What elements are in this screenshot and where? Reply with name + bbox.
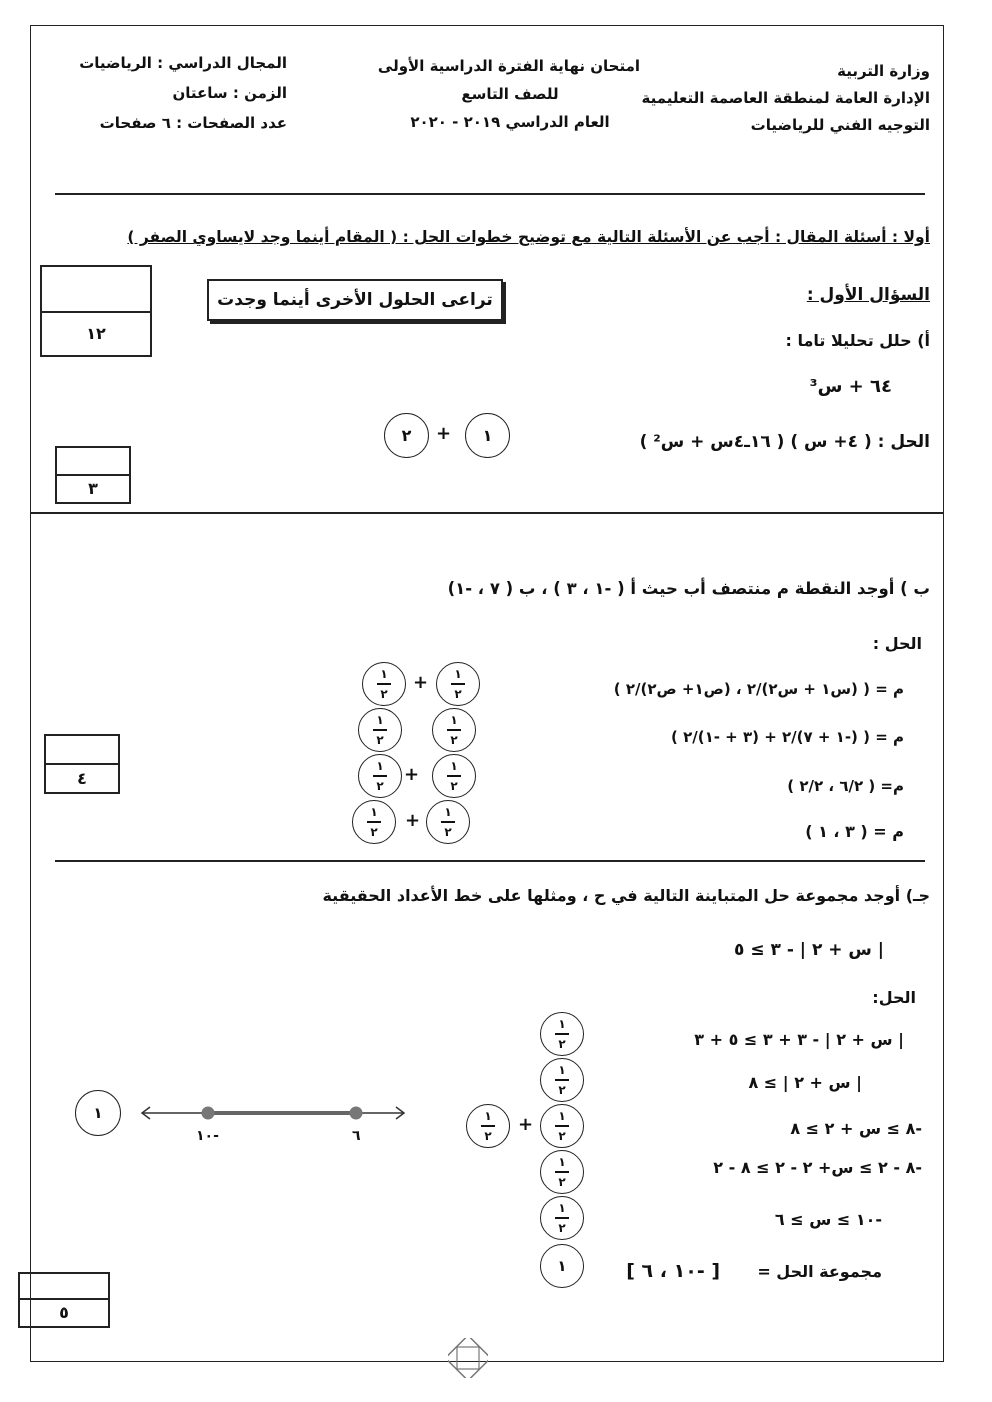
part-a-prompt: أ) حلل تحليلا تاما : [785, 331, 930, 350]
mark-circle: ١ [465, 413, 510, 458]
denominator: ٢ [558, 1082, 566, 1097]
denominator: ٢ [450, 778, 458, 793]
fraction [447, 760, 461, 791]
numerator: ١ [558, 1155, 566, 1170]
header-left [72, 48, 287, 138]
fraction-bar [481, 1125, 495, 1126]
year-label: العام الدراسي ٢٠١٩ - ٢٠٢٠ [410, 113, 610, 131]
ministry-label: وزارة التربية [837, 62, 930, 80]
subject-label: المجال الدراسي : الرياضيات [79, 54, 287, 72]
header-center [377, 52, 640, 136]
header-right [641, 58, 930, 139]
fraction [367, 806, 381, 837]
fraction [447, 714, 461, 745]
fraction-bar [373, 729, 387, 730]
ineq-step-3: -٨ ≥ س + ٢ ≥ ٨ [790, 1119, 922, 1138]
part-c-solution-label: الحل: [872, 988, 916, 1007]
score-blank [42, 267, 150, 313]
half-mark-circle [426, 800, 470, 844]
part-a-score: ٣ [88, 479, 98, 498]
plus-sign: + [518, 1114, 534, 1135]
half-mark-circle [358, 708, 402, 752]
part-c-prompt: جـ) أوجد مجموعة حل المتباينة التالية في ح ، ومثلها على خط الأعداد الحقيقية [322, 886, 930, 905]
half-mark-circle [432, 708, 476, 752]
midpoint-result: م = ( ٣ ، ١ ) [805, 822, 904, 841]
ineq-step-2: | س + ٢ | ≥ ٨ [748, 1073, 862, 1092]
numerator: ١ [558, 1017, 566, 1032]
numerator: ١ [558, 1201, 566, 1216]
denominator: ٢ [380, 686, 388, 701]
fraction [555, 1018, 569, 1049]
alt-solutions-note: تراعى الحلول الأخرى أينما وجدت [207, 279, 503, 321]
denominator: ٢ [444, 824, 452, 839]
fraction-bar [447, 729, 461, 730]
midpoint-step-2: م = ( (-١ + ٧)/٢ + (٣ + -١)/٢ ) [670, 728, 904, 746]
fraction [377, 668, 391, 699]
denominator: ٢ [558, 1220, 566, 1235]
plus-sign: + [404, 764, 420, 785]
part-a-score-box [55, 446, 131, 504]
fraction [555, 1110, 569, 1141]
fraction-bar [377, 683, 391, 684]
score-blank [57, 448, 129, 476]
section-divider [30, 512, 943, 514]
part-c-inequality: | س + ٢ | - ٣ ≥ ٥ [734, 940, 884, 960]
denominator: ٢ [558, 1036, 566, 1051]
fraction [373, 714, 387, 745]
fraction [451, 668, 465, 699]
one-mark-circle: ١ [540, 1244, 584, 1288]
directorate-label: الإدارة العامة لمنطقة العاصمة التعليمية [641, 89, 930, 107]
number-line-mark-circle: ١ [75, 1090, 121, 1136]
half-mark-circle [432, 754, 476, 798]
denominator: ٢ [376, 732, 384, 747]
number-line-label-right: ٦ [352, 1128, 361, 1144]
time-label: الزمن : ساعتان [172, 84, 287, 102]
fraction-bar [555, 1217, 569, 1218]
denominator: ٢ [450, 732, 458, 747]
half-mark-circle [466, 1104, 510, 1148]
half-mark-circle [436, 662, 480, 706]
score-blank [20, 1274, 108, 1300]
mark-circle: ٢ [384, 413, 429, 458]
denominator: ٢ [558, 1128, 566, 1143]
ineq-step-1: | س + ٢ | - ٣ + ٣ ≥ ٥ + ٣ [694, 1030, 904, 1049]
plus-sign: + [405, 810, 421, 831]
q1-total-score-box [40, 265, 152, 357]
fraction-bar [555, 1171, 569, 1172]
part-c-score-box [18, 1272, 110, 1328]
half-mark-circle [540, 1012, 584, 1056]
part-b-prompt: ب ) أوجد النقطة م منتصف أب حيث أ ( -١ ، ٣ ) ، ب ( ٧ ، -١) [447, 579, 930, 598]
score-blank [46, 736, 118, 765]
page-ornament-icon [448, 1338, 488, 1378]
part-b-solution-label: الحل : [872, 634, 922, 653]
q1-total-score: ١٢ [86, 324, 106, 343]
part-a-solution: الحل : ( ٤+ س ) ( ١٦ـ٤س + س² ) [639, 432, 930, 452]
half-mark-circle [540, 1196, 584, 1240]
part-b-score: ٤ [77, 769, 87, 788]
denominator: ٢ [558, 1174, 566, 1189]
numerator: ١ [370, 805, 378, 820]
half-mark-circle [540, 1058, 584, 1102]
numerator: ١ [380, 667, 388, 682]
ornament-outer [448, 1338, 488, 1378]
fraction [555, 1064, 569, 1095]
denominator: ٢ [376, 778, 384, 793]
ineq-step-4: -٨ - ٢ ≥ س+ ٢ - ٢ ≥ ٨ - ٢ [713, 1158, 922, 1177]
denominator: ٢ [454, 686, 462, 701]
plus-sign: + [436, 423, 452, 444]
closed-endpoint-left [202, 1107, 215, 1120]
fraction-bar [555, 1125, 569, 1126]
half-mark-circle [540, 1150, 584, 1194]
fraction-bar [555, 1079, 569, 1080]
numerator: ١ [376, 759, 384, 774]
half-mark-circle [540, 1104, 584, 1148]
header-divider [55, 193, 925, 195]
number-line [138, 1099, 408, 1129]
numerator: ١ [558, 1063, 566, 1078]
fraction-bar [367, 821, 381, 822]
numerator: ١ [376, 713, 384, 728]
numerator: ١ [450, 759, 458, 774]
fraction-bar [555, 1033, 569, 1034]
numerator: ١ [484, 1109, 492, 1124]
fraction-bar [447, 775, 461, 776]
denominator: ٢ [370, 824, 378, 839]
instructions: أولا : أسئلة المقال : أجب عن الأسئلة التالية مع توضيح خطوات الحل : ( المقام أينما وجد لايساوي الصفر ) [127, 228, 930, 246]
numerator: ١ [444, 805, 452, 820]
midpoint-step-1: م = ( (س١ + س٢)/٢ ، (ص١+ ص٢)/٢ ) [613, 680, 904, 698]
fraction-bar [441, 821, 455, 822]
grade-label: للصف التاسع [461, 85, 559, 103]
fraction-bar [451, 683, 465, 684]
fraction-bar [373, 775, 387, 776]
half-mark-circle [358, 754, 402, 798]
numerator: ١ [454, 667, 462, 682]
fraction [555, 1156, 569, 1187]
denominator: ٢ [484, 1128, 492, 1143]
fraction [481, 1110, 495, 1141]
fraction [373, 760, 387, 791]
midpoint-step-3: م= ( ٦/٢ ، ٢/٢ ) [787, 777, 904, 795]
half-mark-circle [352, 800, 396, 844]
part-b-score-box [44, 734, 120, 794]
supervision-label: التوجيه الفني للرياضيات [750, 116, 930, 134]
pages-label: عدد الصفحات : ٦ صفحات [99, 114, 287, 132]
half-mark-circle [362, 662, 406, 706]
part-c-score: ٥ [59, 1303, 69, 1322]
closed-endpoint-right [350, 1107, 363, 1120]
number-line-label-left: -١٠ [196, 1128, 219, 1144]
q1-title: السؤال الأول : [806, 285, 930, 305]
solution-set-label: مجموعة الحل = [757, 1262, 882, 1281]
numerator: ١ [450, 713, 458, 728]
ornament-inner [457, 1347, 479, 1369]
section-divider [55, 860, 925, 862]
part-a-expression: ٦٤ + س³ [809, 376, 892, 397]
fraction [555, 1202, 569, 1233]
ineq-step-5: -١٠ ≥ س ≥ ٦ [774, 1210, 882, 1229]
solution-set-value: [ -١٠ ، ٦ ] [626, 1260, 720, 1282]
plus-sign: + [413, 672, 429, 693]
exam-title: امتحان نهاية الفترة الدراسية الأولى [377, 57, 640, 75]
fraction [441, 806, 455, 837]
numerator: ١ [558, 1109, 566, 1124]
